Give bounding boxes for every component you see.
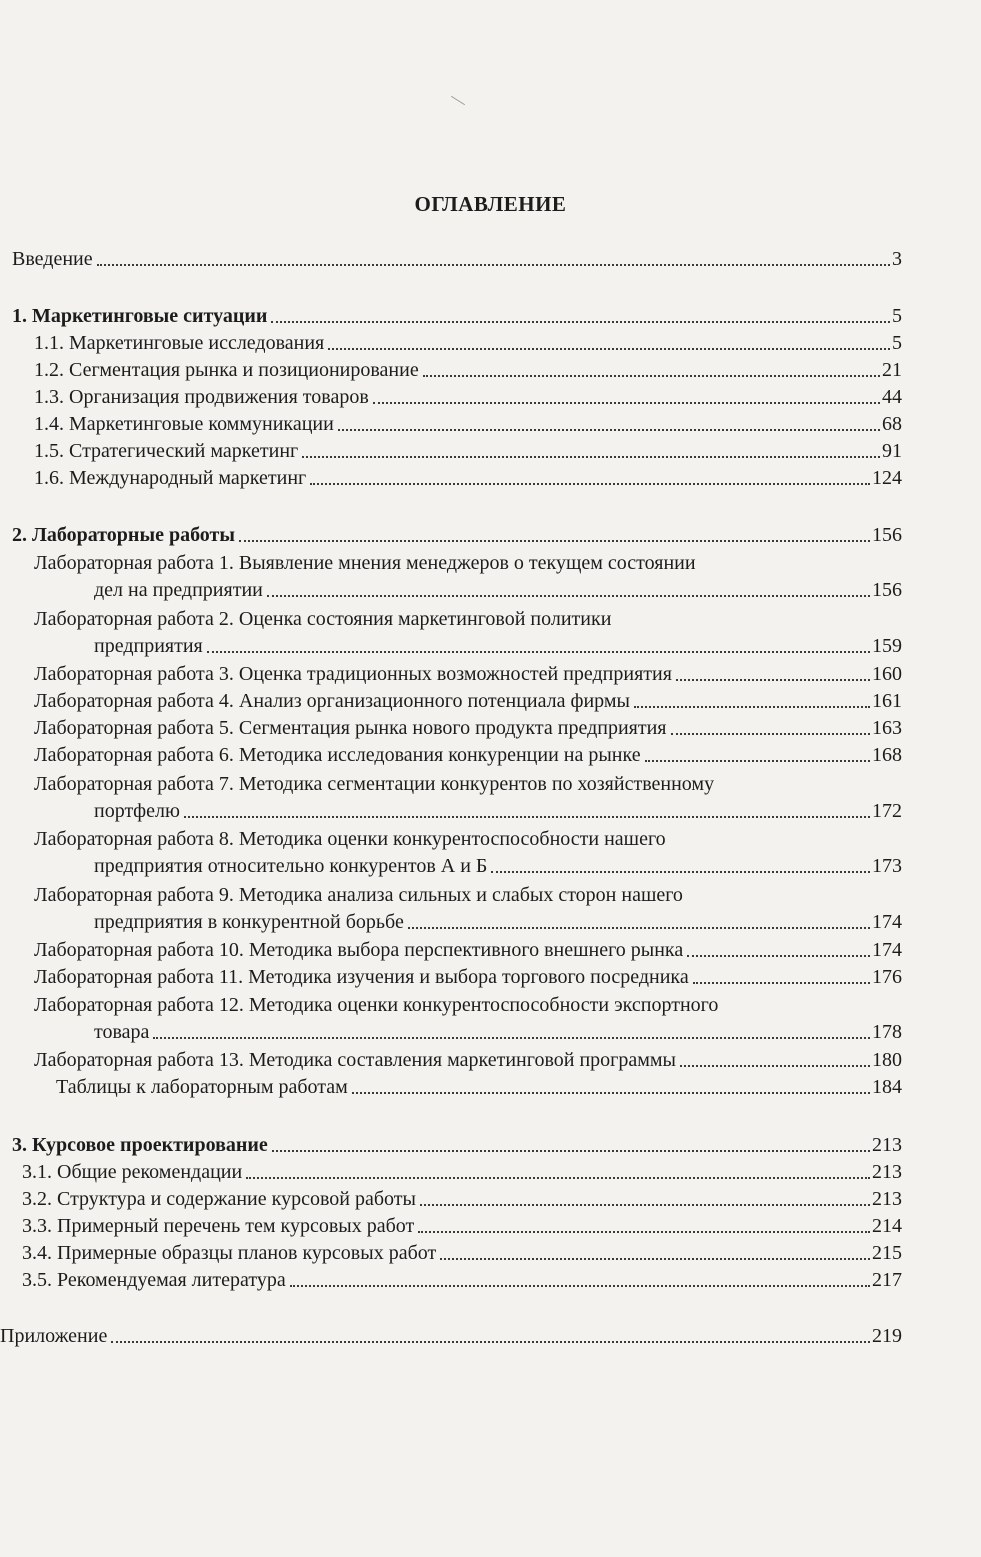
leader-dots <box>352 1092 870 1094</box>
leader-dots <box>271 321 890 323</box>
leader-dots <box>676 679 870 681</box>
toc-entry-lab-6[interactable] <box>34 742 902 768</box>
toc-entry-label: Лабораторная работа 3. Оценка традиционных возможностей предприятия <box>34 663 672 685</box>
leader-dots <box>97 264 890 266</box>
toc-page-number: 219 <box>872 1325 902 1347</box>
toc-page-number: 215 <box>872 1242 902 1264</box>
toc-page-number: 213 <box>872 1161 902 1183</box>
toc-entry-3-1[interactable] <box>22 1159 902 1185</box>
toc-entry-label: 1.1. Маркетинговые исследования <box>34 332 325 354</box>
toc-entry-lab-tables[interactable] <box>56 1074 902 1100</box>
toc-entry-label: Лабораторная работа 6. Методика исследования конкуренции на рынке <box>34 744 641 766</box>
toc-entry-1-2[interactable] <box>34 357 902 383</box>
leader-dots <box>153 1037 870 1039</box>
toc-entry-intro[interactable] <box>12 246 902 272</box>
leader-dots <box>645 760 870 762</box>
toc-entry-label: предприятия относительно конкурентов А и Б <box>94 855 488 877</box>
leader-dots <box>693 982 870 984</box>
leader-dots <box>634 706 870 708</box>
toc-entry-label: 1.5. Стратегический маркетинг <box>34 440 299 462</box>
toc-entry-label: 3.3. Примерный перечень тем курсовых работ <box>22 1215 415 1237</box>
toc-entry-3-5[interactable] <box>22 1267 902 1293</box>
toc-page-number: 217 <box>872 1269 902 1291</box>
toc-section-label: 3. Курсовое проектирование <box>12 1134 268 1156</box>
toc-section-1[interactable] <box>12 303 902 329</box>
toc-page-number: 5 <box>892 305 902 327</box>
toc-page-number: 178 <box>872 1021 902 1043</box>
toc-page-number: 5 <box>892 332 902 354</box>
toc-page-number: 163 <box>872 717 902 739</box>
leader-dots <box>491 871 870 873</box>
toc-page-number: 68 <box>882 413 902 435</box>
leader-dots <box>373 402 880 404</box>
toc-entry-lab-9-line1: Лабораторная работа 9. Методика анализа сильных и слабых сторон нашего <box>34 884 683 906</box>
toc-entry-label: 1.2. Сегментация рынка и позиционирование <box>34 359 419 381</box>
toc-entry-label: дел на предприятии <box>94 579 263 601</box>
toc-page-number: 161 <box>872 690 902 712</box>
toc-entry-label: 1.4. Маркетинговые коммуникации <box>34 413 334 435</box>
toc-entry-label: предприятия <box>94 635 203 657</box>
toc-entry-label: Таблицы к лабораторным работам <box>56 1076 348 1098</box>
toc-entry-label: предприятия в конкурентной борьбе <box>94 911 404 933</box>
toc-entry-label: Лабораторная работа 10. Методика выбора перспективного внешнего рынка <box>34 939 684 961</box>
toc-page-number: 91 <box>882 440 902 462</box>
toc-section-label: 1. Маркетинговые ситуации <box>12 305 268 327</box>
scan-speck <box>451 96 465 105</box>
toc-entry-lab-7[interactable] <box>94 798 902 824</box>
toc-page-number: 172 <box>872 800 902 822</box>
toc-page-number: 3 <box>892 248 902 270</box>
toc-page-number: 174 <box>872 911 902 933</box>
leader-dots <box>338 429 880 431</box>
toc-entry-label: 3.5. Рекомендуемая литература <box>22 1269 286 1291</box>
toc-entry-label: 3.1. Общие рекомендации <box>22 1161 243 1183</box>
leader-dots <box>111 1341 870 1343</box>
leader-dots <box>310 483 870 485</box>
toc-entry-lab-8[interactable] <box>94 853 902 879</box>
toc-page-number: 184 <box>872 1076 902 1098</box>
toc-entry-lab-2-line1: Лабораторная работа 2. Оценка состояния маркетинговой политики <box>34 608 612 630</box>
toc-title: ОГЛАВЛЕНИЕ <box>414 192 567 216</box>
toc-entry-label: товара <box>94 1021 150 1043</box>
toc-entry-lab-11[interactable] <box>34 964 902 990</box>
toc-section-3[interactable] <box>12 1132 902 1158</box>
toc-entry-3-4[interactable] <box>22 1240 902 1266</box>
toc-entry-lab-1[interactable] <box>94 577 902 603</box>
toc-entry-label: Введение <box>12 248 93 270</box>
toc-section-label: 2. Лабораторные работы <box>12 524 235 546</box>
toc-page-number: 214 <box>872 1215 902 1237</box>
leader-dots <box>687 955 870 957</box>
leader-dots <box>239 540 870 542</box>
leader-dots <box>423 375 880 377</box>
toc-page-number: 168 <box>872 744 902 766</box>
leader-dots <box>671 733 871 735</box>
toc-page-number: 44 <box>882 386 902 408</box>
leader-dots <box>272 1150 870 1152</box>
toc-entry-label: Лабораторная работа 11. Методика изучения и выбора торгового посредника <box>34 966 689 988</box>
toc-entry-lab-5[interactable] <box>34 715 902 741</box>
toc-entry-lab-12[interactable] <box>94 1019 902 1045</box>
toc-entry-lab-9[interactable] <box>94 909 902 935</box>
toc-entry-lab-8-line1: Лабораторная работа 8. Методика оценки конкурентоспособности нашего <box>34 828 666 850</box>
leader-dots <box>246 1177 870 1179</box>
leader-dots <box>418 1231 870 1233</box>
toc-page-number: 213 <box>872 1188 902 1210</box>
toc-page-number: 160 <box>872 663 902 685</box>
toc-entry-label: Лабораторная работа 5. Сегментация рынка нового продукта предприятия <box>34 717 667 739</box>
toc-entry-label: Приложение <box>0 1325 108 1347</box>
toc-entry-1-3[interactable] <box>34 384 902 410</box>
leader-dots <box>302 456 880 458</box>
toc-page-number: 173 <box>872 855 902 877</box>
leader-dots <box>680 1065 870 1067</box>
toc-entry-1-1[interactable] <box>34 330 902 356</box>
toc-entry-label: портфелю <box>94 800 180 822</box>
toc-page-number: 159 <box>872 635 902 657</box>
toc-page-number: 124 <box>872 467 902 489</box>
toc-entry-lab-10[interactable] <box>34 937 902 963</box>
toc-page-number: 156 <box>872 524 902 546</box>
toc-entry-3-2[interactable] <box>22 1186 902 1212</box>
toc-entry-lab-12-line1: Лабораторная работа 12. Методика оценки конкурентоспособности экспортного <box>34 994 719 1016</box>
toc-entry-1-4[interactable] <box>34 411 902 437</box>
toc-entry-lab-7-line1: Лабораторная работа 7. Методика сегментации конкурентов по хозяйственному <box>34 773 715 795</box>
leader-dots <box>290 1285 870 1287</box>
toc-entry-lab-1-line1: Лабораторная работа 1. Выявление мнения менеджеров о текущем состоянии <box>34 552 696 574</box>
toc-page-number: 180 <box>872 1049 902 1071</box>
toc-entry-lab-13[interactable] <box>34 1047 902 1073</box>
toc-page-number: 174 <box>872 939 902 961</box>
toc-page-number: 21 <box>882 359 902 381</box>
leader-dots <box>408 927 870 929</box>
toc-page-number: 213 <box>872 1134 902 1156</box>
leader-dots <box>328 348 890 350</box>
toc-entry-label: Лабораторная работа 4. Анализ организационного потенциала фирмы <box>34 690 630 712</box>
toc-entry-appendix[interactable] <box>0 1323 902 1349</box>
leader-dots <box>440 1258 870 1260</box>
toc-entry-1-5[interactable] <box>34 438 902 464</box>
toc-entry-label: 3.4. Примерные образцы планов курсовых работ <box>22 1242 437 1264</box>
leader-dots <box>420 1204 870 1206</box>
toc-entry-3-3[interactable] <box>22 1213 902 1239</box>
leader-dots <box>207 651 870 653</box>
toc-page-number: 176 <box>872 966 902 988</box>
toc-entry-label: 1.3. Организация продвижения товаров <box>34 386 369 408</box>
toc-entry-label: 1.6. Международный маркетинг <box>34 467 307 489</box>
leader-dots <box>267 595 870 597</box>
toc-entry-label: 3.2. Структура и содержание курсовой работы <box>22 1188 416 1210</box>
toc-page-number: 156 <box>872 579 902 601</box>
toc-section-2[interactable] <box>12 522 902 548</box>
toc-entry-label: Лабораторная работа 13. Методика составления маркетинговой программы <box>34 1049 676 1071</box>
toc-entry-1-6[interactable] <box>34 465 902 491</box>
leader-dots <box>184 816 870 818</box>
toc-entry-lab-4[interactable] <box>34 688 902 714</box>
toc-entry-lab-2[interactable] <box>94 633 902 659</box>
toc-entry-lab-3[interactable] <box>34 661 902 687</box>
